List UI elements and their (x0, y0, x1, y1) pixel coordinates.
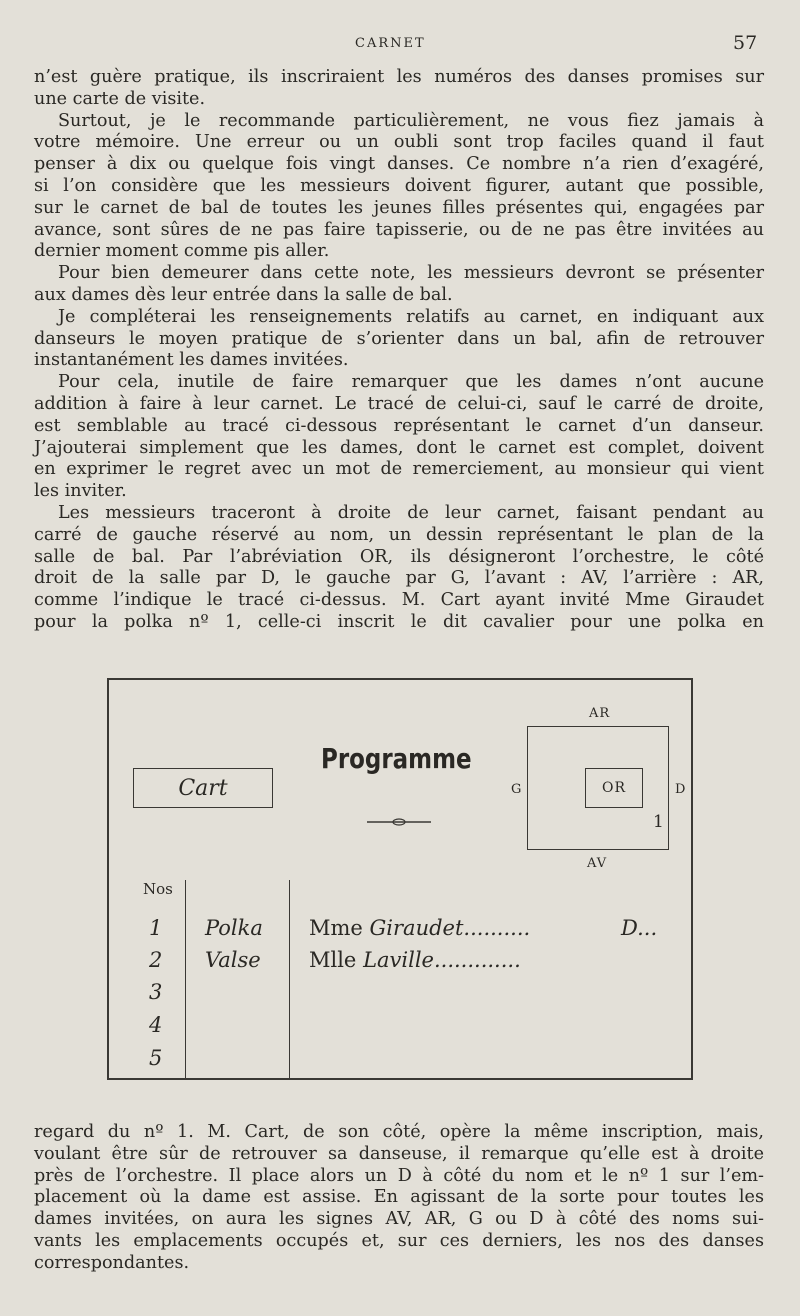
seat-number: 1 (653, 812, 664, 832)
programme-title: Programme (321, 742, 472, 775)
text-line: aux dames dès leur entrée dans la salle de bal. (34, 284, 453, 305)
plan-label-front: AV (587, 856, 608, 871)
text-line: comme l’indique le tracé ci-dessus. M. Cart ayant invité Mme Giraudet (34, 590, 764, 611)
text-line: Les messieurs traceront à droite de leur carnet, faisant pendant au (58, 502, 764, 523)
text-line: pour la polka nº 1, celle-ci inscrit le dit cavalier pour une polka en (34, 611, 764, 632)
card-row (109, 1046, 695, 1078)
page-number: 57 (733, 32, 758, 54)
text-line: carré de gauche réservé au nom, un dessin représentant le plan de la (34, 524, 764, 545)
text-line: si l’on considère que les messieurs doivent figurer, autant que possible, (34, 175, 764, 196)
text-line: regard du nº 1. M. Cart, de son côté, opère la même inscription, mais, (34, 1122, 764, 1142)
text-line: Pour bien demeurer dans cette note, les messieurs devront se présenter (58, 263, 764, 284)
card-row (109, 980, 695, 1012)
text-line: placement où la dame est assise. En agissant de la sorte pour toutes les (34, 1187, 764, 1208)
numbers-header: Nos (143, 880, 173, 898)
row-dance: Polka (205, 916, 263, 940)
orchestra-box: OR (585, 768, 643, 808)
row-number: 1 (149, 916, 163, 940)
dance-card-figure (107, 678, 693, 1080)
row-number: 5 (149, 1046, 163, 1070)
text-line: en exprimer le regret avec un mot de remerciement, au monsieur qui vient (34, 459, 764, 480)
text-line: voulant être sûr de retrouver sa danseuse, il remarque qu’elle est à droite (34, 1143, 764, 1164)
text-line: avance, sont sûres de ne pas faire tapisserie, ou de ne pas être invitées au (34, 219, 764, 240)
text-line: penser à dix ou quelque fois vingt danses. Ce nombre n’a rien d’exagéré, (34, 154, 764, 175)
text-line: est semblable au tracé ci-dessous représentant le carnet d’un danseur. (34, 415, 764, 436)
ornament-divider (367, 818, 431, 826)
text-line: danseurs le moyen pratique de s’orienter dans un bal, afin de retrouver (34, 328, 764, 349)
plan-label-right: D (675, 782, 687, 797)
text-line: près de l’orchestre. Il place alors un D à côté du nom et le nº 1 sur l’em- (34, 1165, 764, 1186)
row-partner-name: Laville............. (363, 948, 521, 972)
text-line: votre mémoire. Une erreur ou un oubli sont trop faciles quand il faut (34, 132, 764, 153)
name-box: Cart (133, 768, 273, 808)
text-line: salle de bal. Par l’abréviation OR, ils désigneront l’orchestre, le côté (34, 546, 764, 567)
text-line: droit de la salle par D, le gauche par G, l’avant : AV, l’arrière : AR, (34, 568, 764, 589)
card-row (109, 948, 695, 980)
card-row (109, 916, 695, 948)
row-partner (309, 916, 530, 940)
text-line: dernier moment comme pis aller. (34, 241, 330, 262)
row-place: D... (621, 916, 658, 940)
row-number: 3 (149, 980, 163, 1004)
row-number: 2 (149, 948, 163, 972)
text-line: vants les emplacements occupés et, sur ces derniers, les nos des danses (34, 1230, 764, 1251)
text-line: dames invitées, on aura les signes AV, AR, G ou D à côté des noms sui- (34, 1209, 764, 1230)
text-line: Je compléterai les renseignements relatifs au carnet, en indiquant aux (58, 306, 764, 327)
text-line: J’ajouterai simplement que les dames, dont le carnet est complet, doivent (34, 437, 764, 458)
running-title: CARNET (355, 36, 426, 51)
row-partner-name: Giraudet.......... (369, 916, 531, 940)
text-line: Pour cela, inutile de faire remarquer que les dames n’ont aucune (58, 372, 764, 393)
row-dance: Valse (205, 948, 261, 972)
text-line: n’est guère pratique, ils inscriraient les numéros des danses promises sur (34, 67, 764, 87)
bottom-paragraph (34, 1122, 764, 1275)
text-line: addition à faire à leur carnet. Le tracé de celui-ci, sauf le carré de droite, (34, 393, 764, 414)
text-line: les inviter. (34, 481, 127, 502)
text-line: instantanément les dames invitées. (34, 350, 349, 371)
plan-label-left: G (511, 782, 523, 797)
row-title: Mlle (309, 948, 357, 972)
top-paragraphs (34, 67, 764, 634)
row-title: Mme (309, 916, 363, 940)
page-header (0, 30, 800, 60)
row-number: 4 (149, 1013, 163, 1037)
text-line: correspondantes. (34, 1252, 190, 1273)
text-line: Surtout, je le recommande particulièrement, ne vous fiez jamais à (58, 110, 764, 131)
row-partner (309, 948, 521, 972)
text-line: une carte de visite. (34, 88, 206, 109)
plan-label-back: AR (589, 706, 611, 721)
text-line: sur le carnet de bal de toutes les jeunes filles présentes qui, engagées par (34, 197, 764, 218)
card-row (109, 1013, 695, 1045)
